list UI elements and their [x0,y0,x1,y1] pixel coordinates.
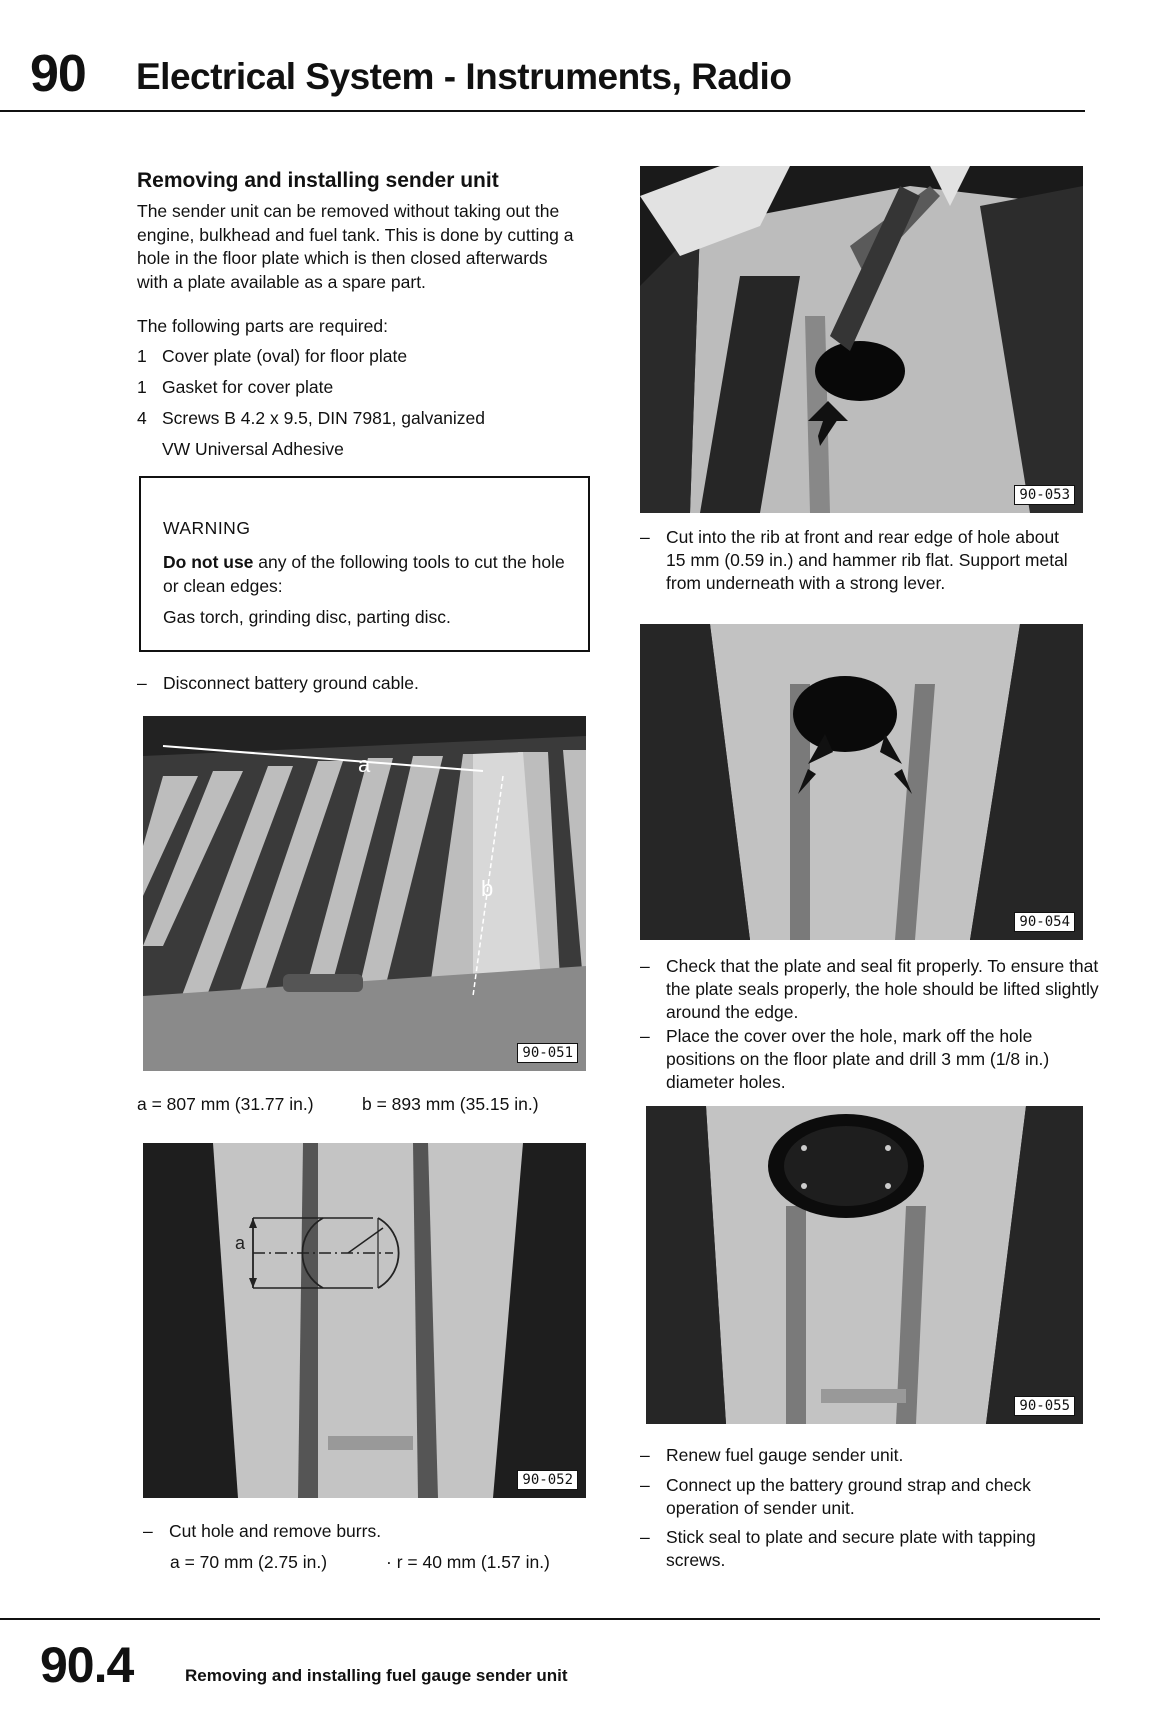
figure-label-90-055: 90-055 [1014,1396,1075,1416]
hole-letter-a: a [235,1233,246,1253]
caption-dim-b-floor: b = 893 mm (35.15 in.) [362,1094,539,1114]
photo-floor-plate [143,716,586,1071]
parts-intro: The following parts are required: [137,316,388,336]
caption-dim-r-hole: · r = 40 mm (1.57 in.) [386,1552,550,1572]
step-disconnect: – Disconnect battery ground cable. [137,673,419,693]
step-renew: – Renew fuel gauge sender unit. [640,1445,904,1465]
floor-letter-a: a [358,752,371,777]
step-check-plate: – Check that the plate and seal fit properly. To ensure that the plate seals properly, the hole should be lifted slightly around the edge. [640,956,1099,1022]
step-place-cover: – Place the cover over the hole, mark off the hole positions on the floor plate and drill 3 mm (1/8 in.) diameter holes. [640,1026,1050,1092]
caption-dim-a-floor: a = 807 mm (31.77 in.) [137,1094,314,1114]
warning-box [139,476,590,652]
chapter-title: Electrical System - Instruments, Radio [136,56,792,97]
caption-dim-a-hole: a = 70 mm (2.75 in.) [170,1552,328,1572]
step-cut-rib: – Cut into the rib at front and rear edge of hole about 15 mm (0.59 in.) and hammer rib flat. Support metal from underneath with a strong lever. [640,527,1068,593]
figure-label-90-052: 90-052 [517,1470,578,1490]
photo-hole-marking [143,1143,586,1498]
step-connect: – Connect up the battery ground strap and check operation of sender unit. [640,1475,1031,1518]
figure-label-90-051: 90-051 [517,1043,578,1063]
parts-list-item: 4 Screws B 4.2 x 9.5, DIN 7981, galvanized [137,408,485,428]
footer-rule [0,1618,1100,1620]
photo-cut-rib [640,166,1083,513]
parts-list [137,341,597,465]
warning-text: Do not use any of the following tools to cut the hole or clean edges: [163,552,565,596]
figure-label-90-053: 90-053 [1014,485,1075,505]
warning-title: WARNING [163,518,251,538]
parts-list-item: 1 Cover plate (oval) for floor plate [137,346,408,366]
header-rule [0,110,1085,112]
page-number: 90.4 [40,1637,134,1693]
parts-list-item: VW Universal Adhesive [162,439,344,459]
section-title: Removing and installing sender unit [137,169,499,192]
footer-title: Removing and installing fuel gauge sender unit [185,1666,568,1685]
chapter-number: 90 [30,45,86,103]
parts-list-item: 1 Gasket for cover plate [137,377,334,397]
photo-hole-edge [640,624,1083,940]
step-cut-hole: – Cut hole and remove burrs. [143,1521,382,1541]
step-stick-seal: – Stick seal to plate and secure plate with tapping screws. [640,1527,1036,1570]
figure-label-90-054: 90-054 [1014,912,1075,932]
photo-cover-installed [646,1106,1083,1424]
warning-tools: Gas torch, grinding disc, parting disc. [163,607,451,627]
floor-letter-b: b [481,876,494,901]
intro-paragraph: The sender unit can be removed without taking out the engine, bulkhead and fuel tank. This is done by cutting a hole in the floor plate which is then closed afterwards with a plate available as a spare part. [137,201,574,292]
